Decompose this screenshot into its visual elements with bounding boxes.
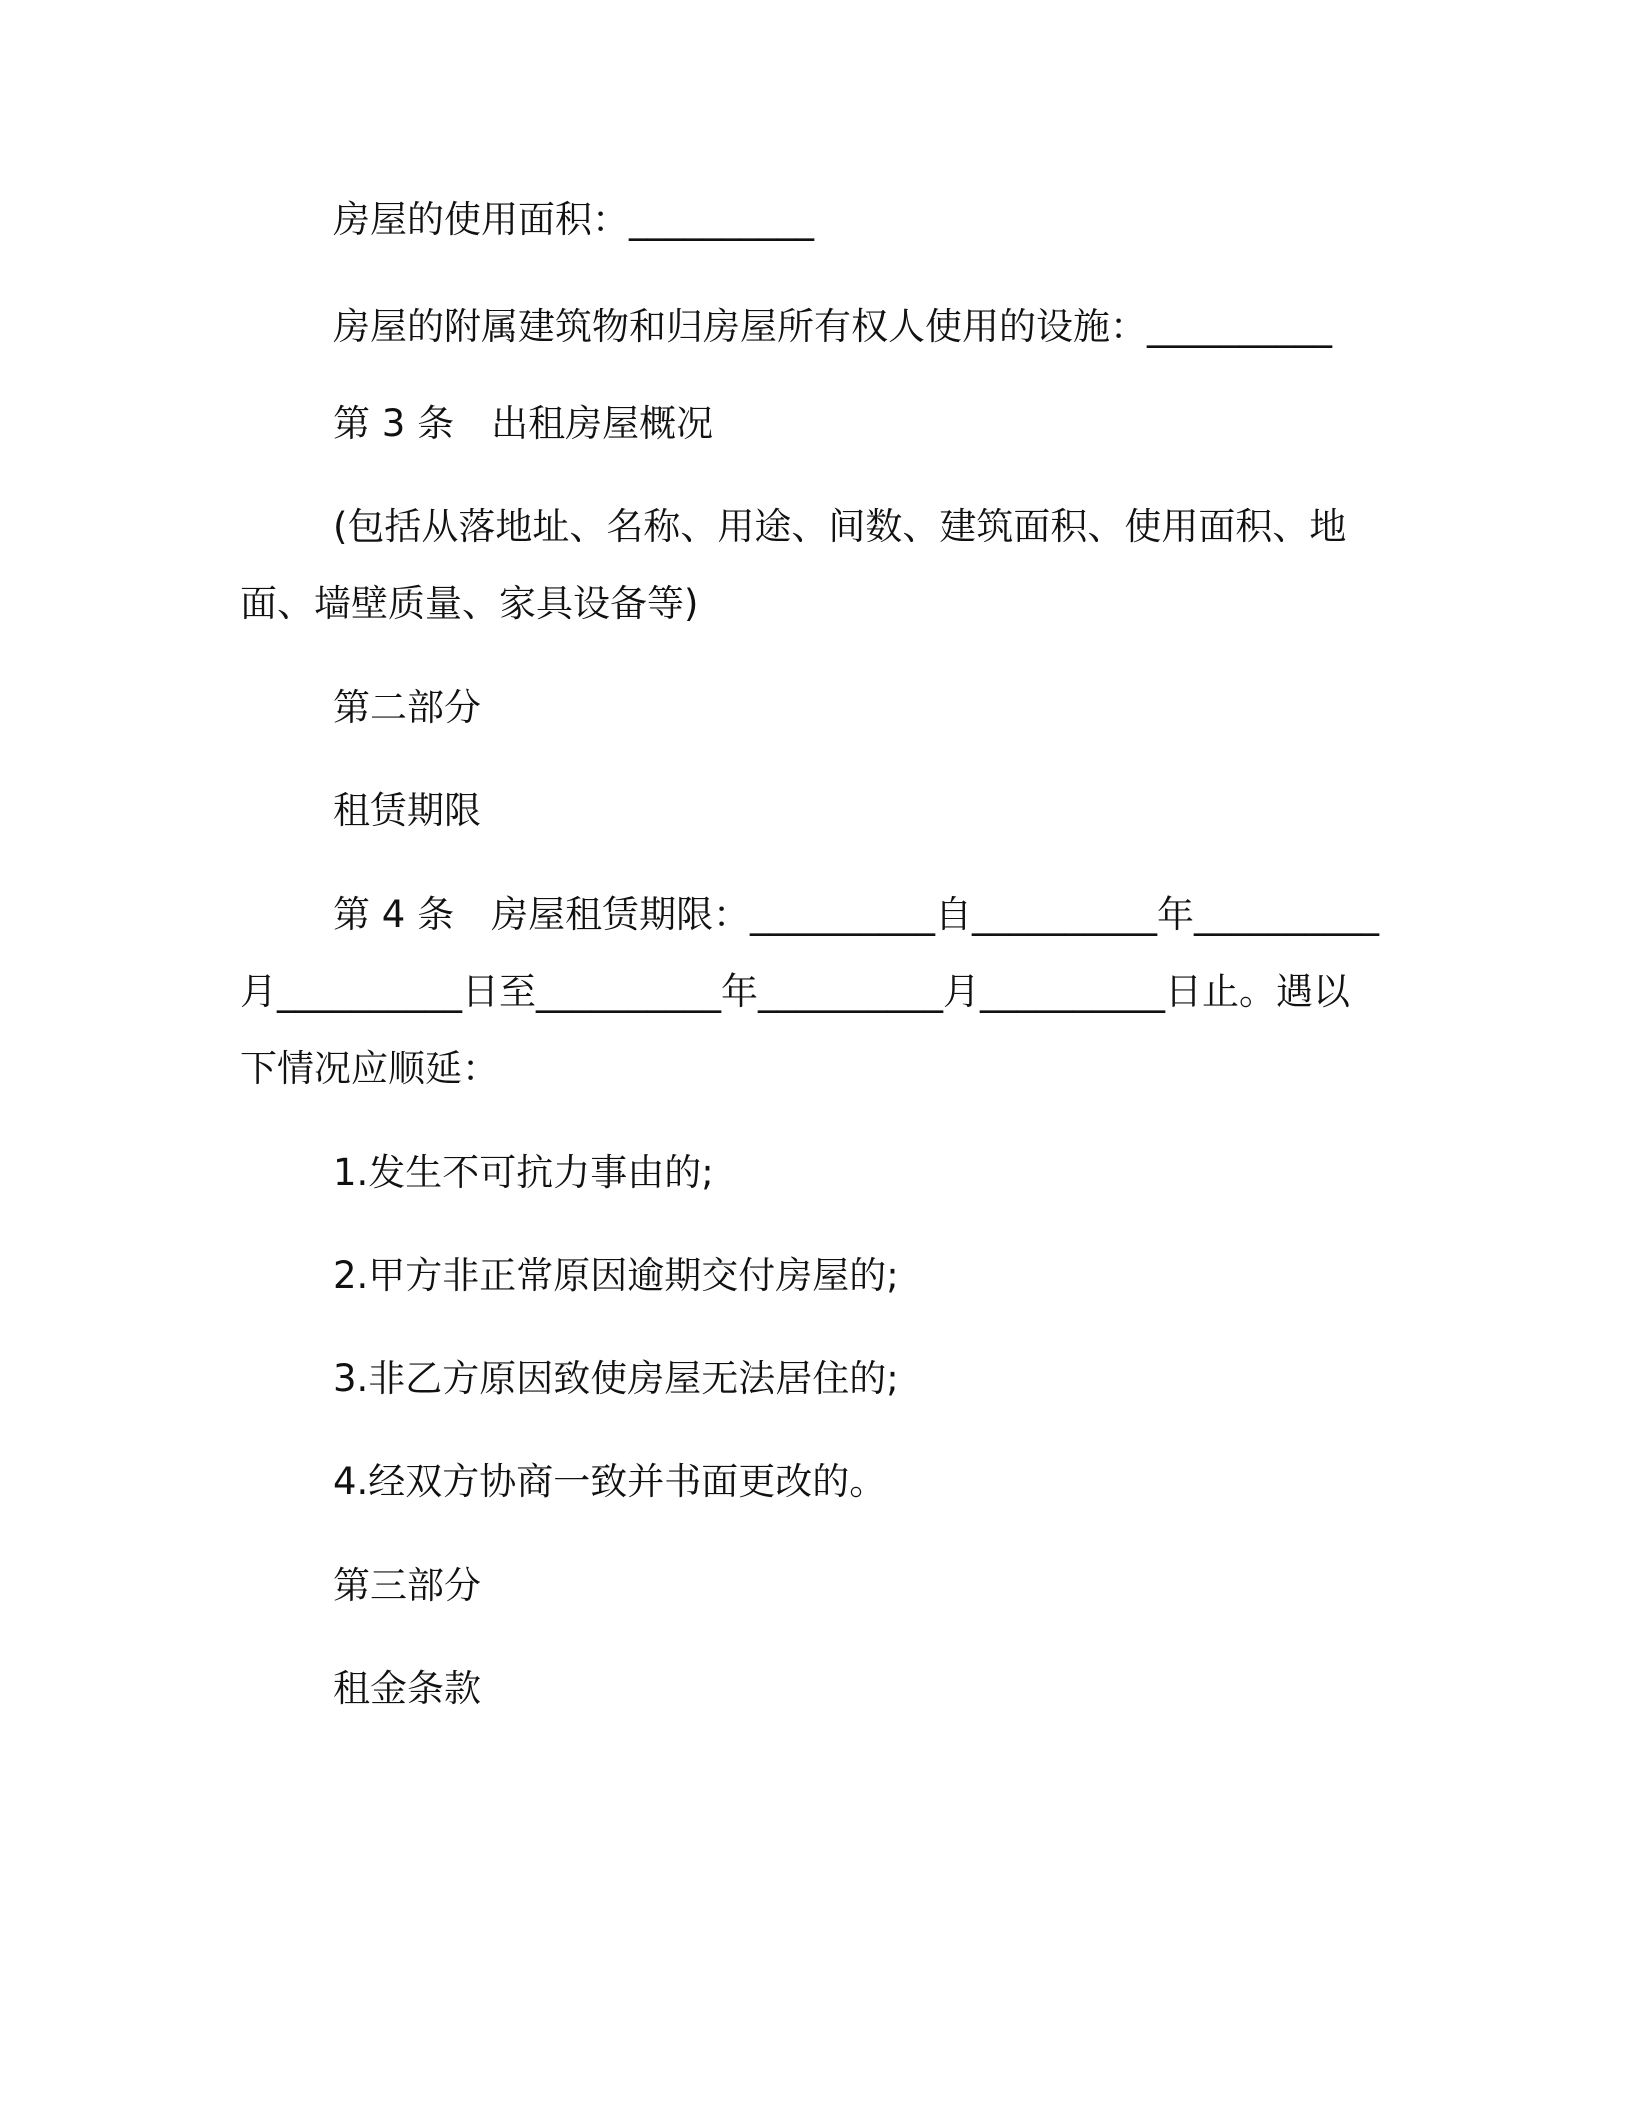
usable-area-line: 房屋的使用面积：__________ <box>333 198 814 241</box>
article-3-description-line-1: (包括从落地址、名称、用途、间数、建筑面积、使用面积、地 <box>333 505 1347 548</box>
rent-terms-heading: 租金条款 <box>333 1667 481 1710</box>
article-4-line-3: 下情况应顺延： <box>240 1047 499 1090</box>
facilities-line: 房屋的附属建筑物和归房屋所有权人使用的设施：__________ <box>333 305 1332 348</box>
article-3-description-line-2: 面、墙壁质量、家具设备等) <box>240 582 699 625</box>
extension-item-2: 2.甲方非正常原因逾期交付房屋的; <box>333 1254 899 1297</box>
lease-term-heading: 租赁期限 <box>333 789 481 832</box>
article-4-line-1: 第 4 条 房屋租赁期限：__________自__________年__________ <box>333 893 1380 936</box>
extension-item-1: 1.发生不可抗力事由的; <box>333 1151 714 1194</box>
article-3-heading: 第 3 条 出租房屋概况 <box>333 402 714 445</box>
extension-item-4: 4.经双方协商一致并书面更改的。 <box>333 1460 887 1503</box>
part-two-heading: 第二部分 <box>333 686 481 729</box>
extension-item-3: 3.非乙方原因致使房屋无法居住的; <box>333 1357 899 1400</box>
part-three-heading: 第三部分 <box>333 1564 481 1607</box>
article-4-line-2: 月__________日至__________年__________月__________日止。遇以 <box>240 970 1350 1013</box>
